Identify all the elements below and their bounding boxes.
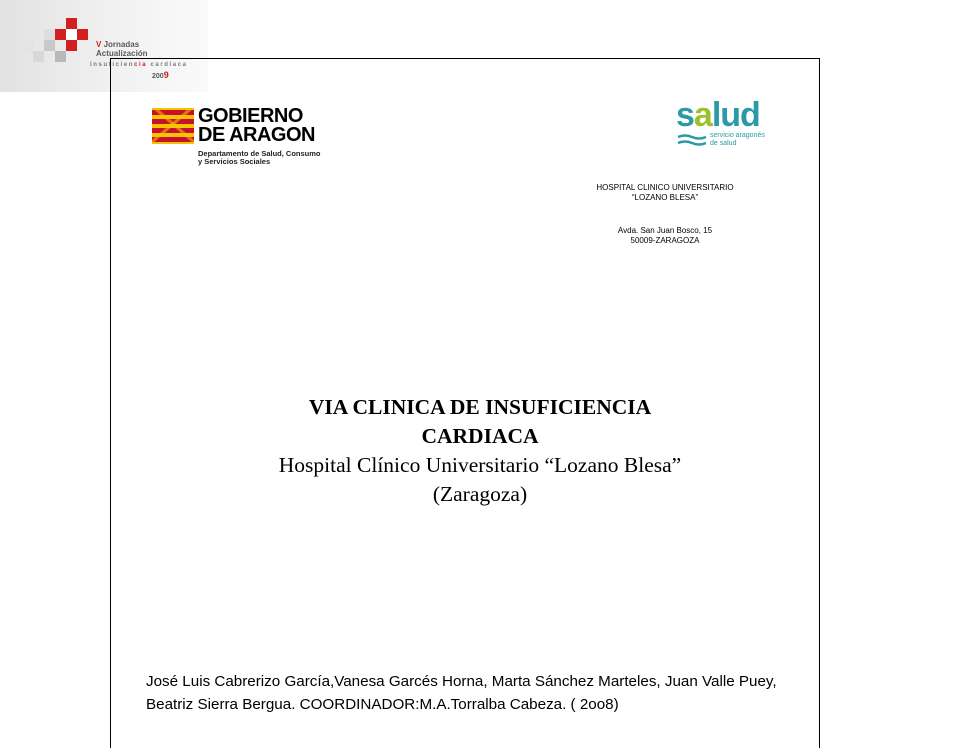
department-name: Departamento de Salud, Consumo y Servicios Sociales xyxy=(198,149,321,166)
title-line-3: Hospital Clínico Universitario “Lozano Blesa” xyxy=(278,453,682,477)
pixel-cross-icon xyxy=(0,0,95,70)
title-line-4: (Zaragoza) xyxy=(432,482,528,506)
conference-edition: V xyxy=(96,40,102,49)
authors-list: José Luis Cabrerizo García,Vanesa Garcés Horna, Marta Sánchez Marteles, Juan Valle Puey, Beatriz Sierra Bergua. COORDINADOR:M.A.Torralba Cabeza. ( 2oo8) xyxy=(146,673,777,713)
conference-year-suffix: 9 xyxy=(163,70,169,80)
aragon-stripes-icon xyxy=(152,108,194,144)
conference-subtitle-part2: cia xyxy=(134,62,148,68)
conference-title-line1 xyxy=(96,41,139,49)
salud-wordmark xyxy=(676,96,760,134)
salud-subtitle: servicio aragonés de salud xyxy=(710,132,765,147)
title-line-1: VIA CLINICA DE INSUFICIENCIA xyxy=(308,395,652,419)
salud-logo xyxy=(676,96,776,152)
salud-letters-rest: lud xyxy=(711,96,760,134)
gobierno-aragon-logo xyxy=(152,105,372,170)
title-line-2: CARDIACA xyxy=(421,424,539,448)
hospital-name: HOSPITAL CLINICO UNIVERSITARIO “LOZANO BLESA” xyxy=(596,183,734,202)
salud-letter-s: s xyxy=(676,96,694,134)
gobierno-aragon-title: GOBIERNO DE ARAGON xyxy=(198,105,315,146)
hospital-address: Avda. San Juan Bosco, 15 50009-ZARAGOZA xyxy=(617,226,713,245)
conference-year-prefix: 200 xyxy=(152,73,164,80)
conference-subtitle-part3: cardiaca xyxy=(147,62,188,68)
conference-title-line2: Actualización xyxy=(96,49,148,58)
document-title xyxy=(120,393,840,509)
conference-subtitle-part1: Insuficien xyxy=(90,62,135,68)
salud-letter-a: a xyxy=(693,96,712,134)
wave-lines-icon xyxy=(677,133,707,149)
conference-jornadas: Jornadas xyxy=(101,40,140,49)
